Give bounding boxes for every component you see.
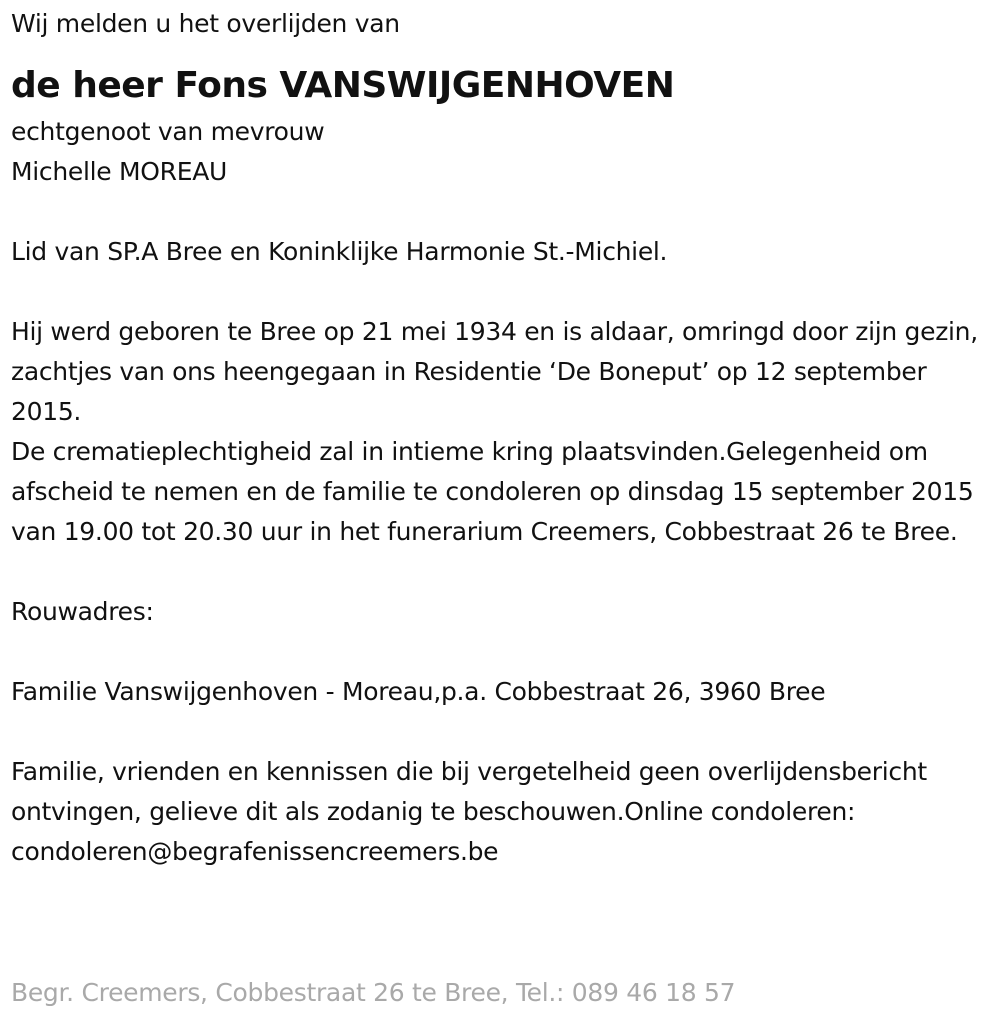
spacer: [11, 632, 993, 672]
intro-text: Wij melden u het overlijden van: [11, 9, 400, 38]
deceased-name: de heer Fons VANSWIJGENHOVEN: [11, 65, 675, 106]
spouse-line-1: echtgenoot van mevrouw: [11, 117, 325, 146]
closing-paragraph: Familie, vrienden en kennissen die bij vergetelheid geen overlijdensbericht ontvingen, gelieve dit als zodanig te beschouwen.Online condoleren: condoleren@begrafenissencreemers.be: [11, 757, 927, 866]
spacer: [11, 712, 993, 752]
spouse-line-2: Michelle MOREAU: [11, 157, 228, 186]
mourning-address: Familie Vanswijgenhoven - Moreau,p.a. Cobbestraat 26, 3960 Bree: [11, 677, 826, 706]
spacer: [11, 272, 993, 312]
address-label: Rouwadres:: [11, 597, 154, 626]
ceremony-paragraph: De crematieplechtigheid zal in intieme kring plaatsvinden.Gelegenheid om afscheid te nemen en de familie te condoleren op dinsdag 15 september 2015 van 19.00 tot 20.30 uur in het funerarium Creemers, Cobbestraat 26 te Bree.: [11, 437, 974, 546]
funeral-home-footer: Begr. Creemers, Cobbestraat 26 te Bree, Tel.: 089 46 18 57: [11, 978, 736, 1007]
obituary-document: [11, 4, 993, 872]
birth-death-paragraph: Hij werd geboren te Bree op 21 mei 1934 en is aldaar, omringd door zijn gezin, zachtjes van ons heengegaan in Residentie ‘De Boneput’ op 12 september 2015.: [11, 317, 978, 426]
spacer: [11, 552, 993, 592]
spacer: [11, 192, 993, 232]
membership-text: Lid van SP.A Bree en Koninklijke Harmonie St.-Michiel.: [11, 237, 668, 266]
